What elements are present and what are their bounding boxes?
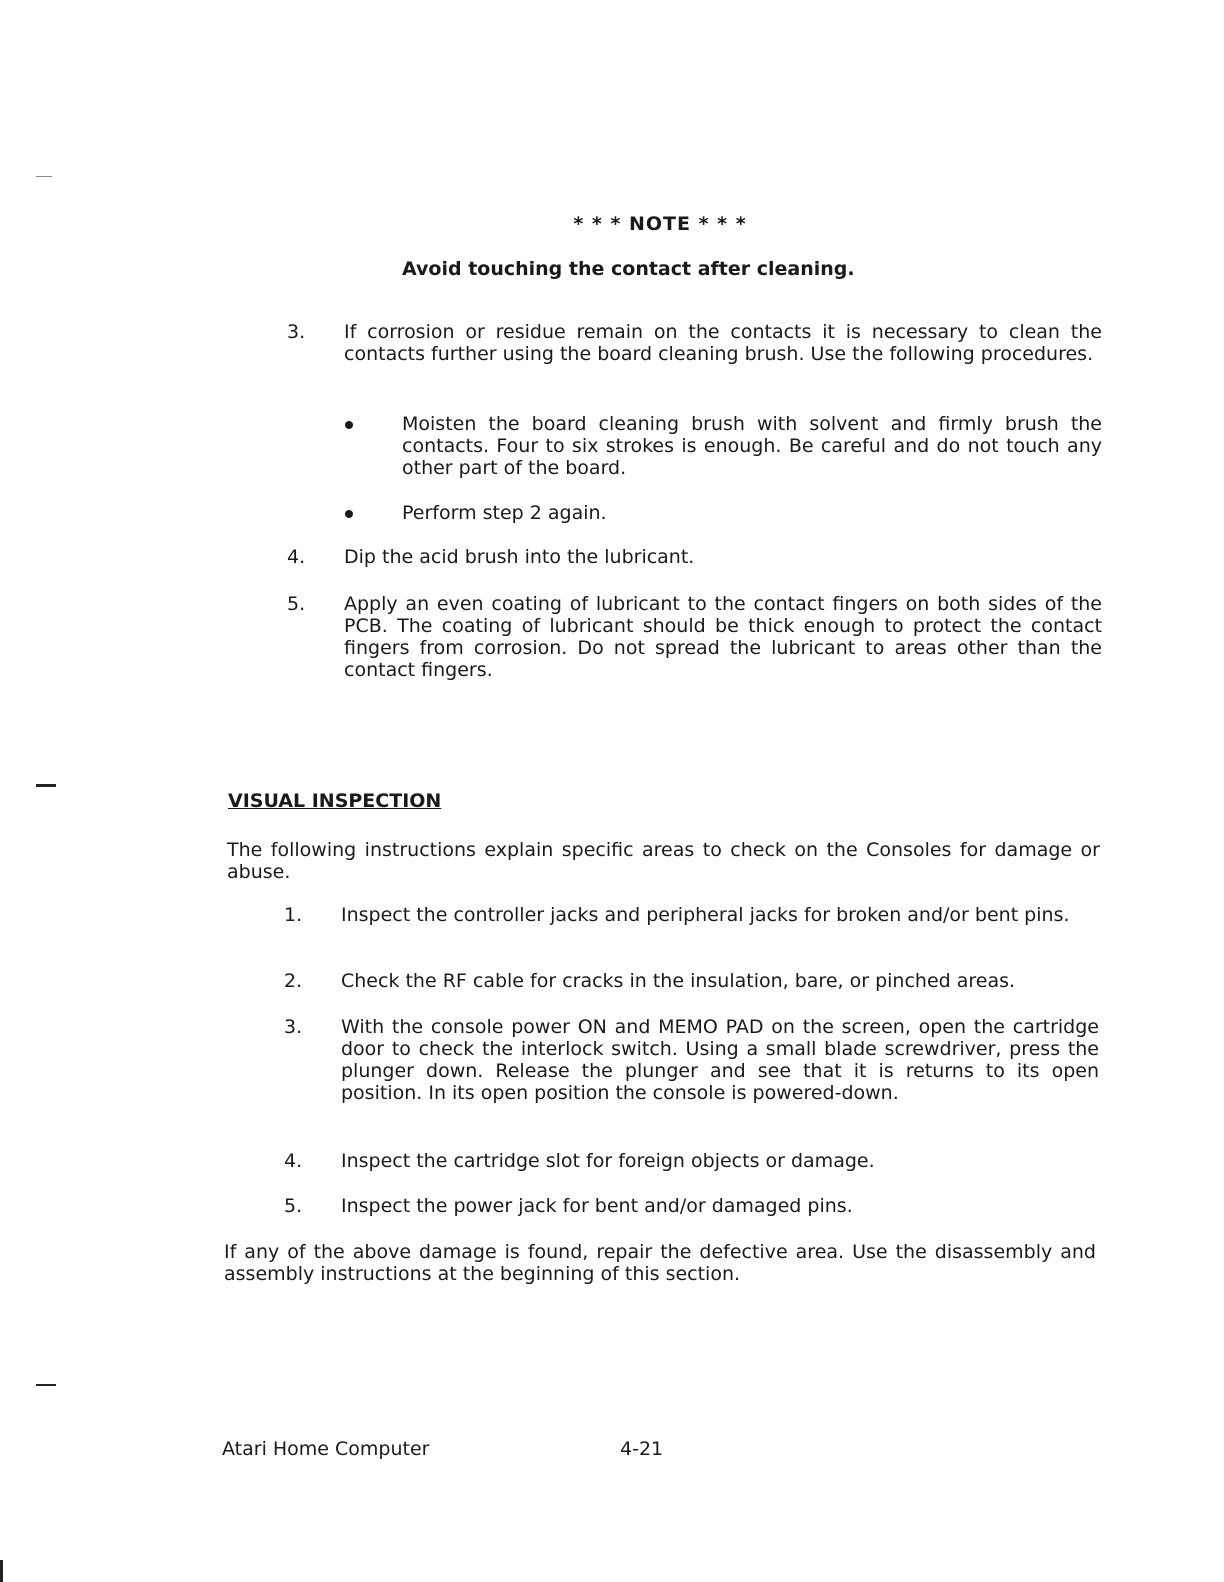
inspection-step-text: Inspect the cartridge slot for foreign objects or damage.	[341, 1150, 875, 1172]
inspection-step-text: Inspect the controller jacks and peripheral jacks for broken and/or bent pins.	[341, 904, 1070, 926]
closing-paragraph: If any of the above damage is found, repair the defective area. Use the disassembly and assembly instructions at the beginning of this section.	[224, 1241, 1096, 1285]
note-text: Avoid touching the contact after cleaning.	[402, 258, 855, 280]
step-number: 3.	[287, 321, 306, 343]
step-text: Dip the acid brush into the lubricant.	[344, 546, 695, 568]
inspection-step-number: 4.	[284, 1150, 303, 1172]
scan-mark	[0, 1560, 3, 1582]
note-title: * * * NOTE * * *	[573, 213, 747, 235]
scan-mark	[36, 176, 52, 177]
scan-mark	[36, 1384, 56, 1386]
inspection-step-number: 2.	[284, 970, 303, 992]
step-text: If corrosion or residue remain on the contacts it is necessary to clean the contacts further using the board cleaning brush. Use the following procedures.	[344, 321, 1102, 365]
bullet-text: Moisten the board cleaning brush with solvent and firmly brush the contacts. Four to six strokes is enough. Be careful and do not touch any other part of the board.	[402, 413, 1102, 479]
step-number: 4.	[287, 546, 306, 568]
inspection-step-number: 3.	[284, 1016, 303, 1038]
step-text: Apply an even coating of lubricant to the contact fingers on both sides of the PCB. The coating of lubricant should be thick enough to protect the contact fingers from corrosion. Do not spread the lubricant to areas other than the contact fingers.	[344, 593, 1102, 681]
step-number: 5.	[287, 593, 306, 615]
bullet-text: Perform step 2 again.	[402, 502, 607, 524]
inspection-step-number: 5.	[284, 1195, 303, 1217]
section-heading: VISUAL INSPECTION	[228, 790, 442, 812]
bullet-icon	[341, 504, 359, 522]
scan-mark	[36, 784, 56, 787]
inspection-step-text: Check the RF cable for cracks in the insulation, bare, or pinched areas.	[341, 970, 1016, 992]
page-number: 4-21	[620, 1438, 664, 1460]
inspection-step-text: With the console power ON and MEMO PAD on the screen, open the cartridge door to check the interlock switch. Using a small blade screwdriver, press the plunger down. Release the plunger and see that it is returns to its open position. In its open position the console is powered-down.	[341, 1016, 1099, 1104]
inspection-step-text: Inspect the power jack for bent and/or damaged pins.	[341, 1195, 853, 1217]
bullet-icon	[341, 415, 359, 433]
footer-title: Atari Home Computer	[222, 1438, 430, 1460]
section-intro: The following instructions explain specific areas to check on the Consoles for damage or abuse.	[227, 839, 1100, 883]
inspection-step-number: 1.	[284, 904, 303, 926]
